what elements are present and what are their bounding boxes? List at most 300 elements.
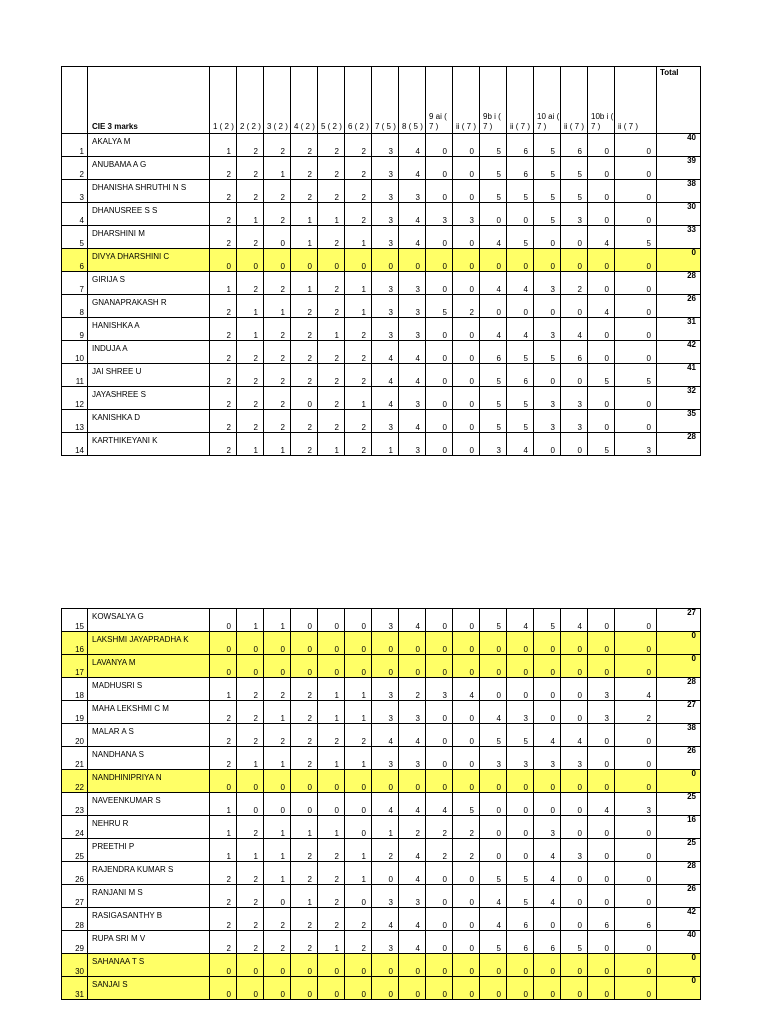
table-row xyxy=(62,885,701,908)
mark-cell: 1 xyxy=(318,318,345,341)
mark-cell: 0 xyxy=(588,249,615,272)
table-row xyxy=(62,862,701,885)
mark-cell: 0 xyxy=(588,410,615,433)
mark-cell: 0 xyxy=(534,364,561,387)
mark-cell: 4 xyxy=(507,609,534,632)
mark-cell: 2 xyxy=(291,410,318,433)
mark-cell: 2 xyxy=(291,862,318,885)
mark-cell: 0 xyxy=(615,724,657,747)
mark-cell: 2 xyxy=(210,318,237,341)
mark-cell: 3 xyxy=(372,295,399,318)
student-name-cell xyxy=(88,410,210,433)
mark-cell: 5 xyxy=(507,180,534,203)
row-number: 2 xyxy=(62,157,88,180)
student-name-cell xyxy=(88,341,210,364)
mark-cell: 3 xyxy=(426,203,453,226)
row-number: 27 xyxy=(62,885,88,908)
mark-cell: 3 xyxy=(480,433,507,456)
mark-cell: 0 xyxy=(561,977,588,1000)
mark-cell: 0 xyxy=(615,410,657,433)
mark-cell: 4 xyxy=(399,931,426,954)
mark-cell: 0 xyxy=(264,249,291,272)
student-name: LAKSHMI JAYAPRADHA K xyxy=(92,634,189,644)
mark-cell: 3 xyxy=(372,410,399,433)
mark-cell: 2 xyxy=(561,272,588,295)
student-name: AKALYA M xyxy=(92,136,131,146)
total-value: 27 xyxy=(687,608,696,617)
student-name-cell xyxy=(88,862,210,885)
header-total: Total xyxy=(657,67,701,134)
mark-cell: 0 xyxy=(588,318,615,341)
mark-cell: 2 xyxy=(210,862,237,885)
row-number: 25 xyxy=(62,839,88,862)
mark-cell: 0 xyxy=(615,272,657,295)
total-cell xyxy=(657,180,701,203)
student-name: LAVANYA M xyxy=(92,657,136,667)
mark-cell: 2 xyxy=(318,157,345,180)
table-row xyxy=(62,678,701,701)
header-col: 1 ( 2 ) xyxy=(210,67,237,134)
total-cell xyxy=(657,341,701,364)
mark-cell: 0 xyxy=(426,632,453,655)
row-number: 16 xyxy=(62,632,88,655)
header-col: 4 ( 2 ) xyxy=(291,67,318,134)
mark-cell: 2 xyxy=(210,180,237,203)
marks-table-body xyxy=(62,67,701,456)
student-name-cell xyxy=(88,954,210,977)
student-name: NANDHANA S xyxy=(92,749,145,759)
student-name-cell xyxy=(88,318,210,341)
mark-cell: 3 xyxy=(399,295,426,318)
mark-cell: 1 xyxy=(264,609,291,632)
mark-cell: 0 xyxy=(372,977,399,1000)
row-number: 24 xyxy=(62,816,88,839)
total-value: 0 xyxy=(691,769,696,778)
row-number: 4 xyxy=(62,203,88,226)
row-number: 15 xyxy=(62,609,88,632)
table-row xyxy=(62,839,701,862)
mark-cell: 3 xyxy=(372,180,399,203)
mark-cell: 0 xyxy=(291,249,318,272)
mark-cell: 2 xyxy=(210,410,237,433)
mark-cell: 0 xyxy=(588,180,615,203)
total-value: 40 xyxy=(687,133,696,142)
mark-cell: 3 xyxy=(372,203,399,226)
mark-cell: 3 xyxy=(399,747,426,770)
mark-cell: 1 xyxy=(318,747,345,770)
row-number: 17 xyxy=(62,655,88,678)
total-cell xyxy=(657,954,701,977)
mark-cell: 0 xyxy=(318,249,345,272)
mark-cell: 5 xyxy=(480,609,507,632)
marks-table-part-2 xyxy=(61,608,701,1000)
total-cell xyxy=(657,747,701,770)
mark-cell: 2 xyxy=(345,157,372,180)
student-name-cell xyxy=(88,816,210,839)
total-value: 30 xyxy=(687,202,696,211)
mark-cell: 1 xyxy=(291,272,318,295)
total-value: 42 xyxy=(687,907,696,916)
row-number: 8 xyxy=(62,295,88,318)
mark-cell: 3 xyxy=(534,318,561,341)
mark-cell: 0 xyxy=(453,632,480,655)
mark-cell: 4 xyxy=(588,295,615,318)
mark-cell: 4 xyxy=(480,272,507,295)
student-name-cell xyxy=(88,249,210,272)
mark-cell: 2 xyxy=(237,678,264,701)
total-cell xyxy=(657,793,701,816)
student-name-cell xyxy=(88,609,210,632)
mark-cell: 0 xyxy=(615,862,657,885)
mark-cell: 1 xyxy=(345,387,372,410)
student-name: ANUBAMA A G xyxy=(92,159,147,169)
mark-cell: 0 xyxy=(534,632,561,655)
mark-cell: 5 xyxy=(480,180,507,203)
mark-cell: 0 xyxy=(210,249,237,272)
mark-cell: 2 xyxy=(291,747,318,770)
mark-cell: 0 xyxy=(534,678,561,701)
total-cell xyxy=(657,839,701,862)
student-name-cell xyxy=(88,908,210,931)
mark-cell: 0 xyxy=(264,885,291,908)
mark-cell: 5 xyxy=(507,724,534,747)
mark-cell: 1 xyxy=(345,747,372,770)
mark-cell: 3 xyxy=(507,747,534,770)
mark-cell: 2 xyxy=(237,885,264,908)
mark-cell: 0 xyxy=(210,770,237,793)
table-row xyxy=(62,180,701,203)
mark-cell: 0 xyxy=(426,908,453,931)
total-cell xyxy=(657,724,701,747)
mark-cell: 0 xyxy=(453,387,480,410)
mark-cell: 2 xyxy=(426,816,453,839)
mark-cell: 0 xyxy=(453,341,480,364)
table-row xyxy=(62,701,701,724)
total-value: 0 xyxy=(691,631,696,640)
mark-cell: 1 xyxy=(345,862,372,885)
mark-cell: 3 xyxy=(561,203,588,226)
mark-cell: 0 xyxy=(318,632,345,655)
mark-cell: 5 xyxy=(507,387,534,410)
mark-cell: 0 xyxy=(615,632,657,655)
mark-cell: 2 xyxy=(210,203,237,226)
mark-cell: 3 xyxy=(399,387,426,410)
header-col: 5 ( 2 ) xyxy=(318,67,345,134)
mark-cell: 0 xyxy=(291,632,318,655)
student-name: INDUJA A xyxy=(92,343,128,353)
table-row-highlighted xyxy=(62,632,701,655)
student-name: JAI SHREE U xyxy=(92,366,142,376)
mark-cell: 4 xyxy=(372,793,399,816)
mark-cell: 0 xyxy=(615,157,657,180)
mark-cell: 0 xyxy=(345,816,372,839)
mark-cell: 0 xyxy=(588,770,615,793)
mark-cell: 0 xyxy=(453,157,480,180)
total-cell xyxy=(657,226,701,249)
mark-cell: 0 xyxy=(399,249,426,272)
student-name: KOWSALYA G xyxy=(92,611,144,621)
mark-cell: 0 xyxy=(345,770,372,793)
mark-cell: 2 xyxy=(345,318,372,341)
mark-cell: 5 xyxy=(507,341,534,364)
mark-cell: 1 xyxy=(264,839,291,862)
mark-cell: 0 xyxy=(615,747,657,770)
total-value: 32 xyxy=(687,386,696,395)
mark-cell: 1 xyxy=(318,203,345,226)
mark-cell: 2 xyxy=(264,203,291,226)
mark-cell: 0 xyxy=(453,433,480,456)
table-row xyxy=(62,410,701,433)
mark-cell: 1 xyxy=(372,433,399,456)
mark-cell: 0 xyxy=(507,816,534,839)
mark-cell: 2 xyxy=(291,295,318,318)
mark-cell: 0 xyxy=(210,954,237,977)
student-name-cell xyxy=(88,931,210,954)
mark-cell: 5 xyxy=(426,295,453,318)
mark-cell: 3 xyxy=(399,318,426,341)
student-name: MADHUSRI S xyxy=(92,680,143,690)
mark-cell: 2 xyxy=(291,318,318,341)
mark-cell: 0 xyxy=(534,655,561,678)
row-number: 1 xyxy=(62,134,88,157)
mark-cell: 4 xyxy=(480,318,507,341)
mark-cell: 0 xyxy=(453,701,480,724)
mark-cell: 3 xyxy=(372,157,399,180)
header-col: 3 ( 2 ) xyxy=(264,67,291,134)
mark-cell: 4 xyxy=(507,318,534,341)
mark-cell: 1 xyxy=(291,816,318,839)
mark-cell: 6 xyxy=(480,341,507,364)
student-name: GNANAPRAKASH R xyxy=(92,297,167,307)
student-name: NAVEENKUMAR S xyxy=(92,795,161,805)
mark-cell: 1 xyxy=(237,203,264,226)
mark-cell: 1 xyxy=(291,885,318,908)
mark-cell: 0 xyxy=(426,433,453,456)
total-value: 26 xyxy=(687,294,696,303)
mark-cell: 2 xyxy=(318,295,345,318)
header-col: 2 ( 2 ) xyxy=(237,67,264,134)
mark-cell: 5 xyxy=(480,862,507,885)
mark-cell: 4 xyxy=(480,908,507,931)
mark-cell: 1 xyxy=(318,816,345,839)
mark-cell: 2 xyxy=(318,180,345,203)
mark-cell: 6 xyxy=(507,908,534,931)
mark-cell: 2 xyxy=(345,410,372,433)
mark-cell: 3 xyxy=(453,203,480,226)
mark-cell: 0 xyxy=(588,977,615,1000)
student-name: KARTHIKEYANI K xyxy=(92,435,158,445)
mark-cell: 1 xyxy=(345,272,372,295)
header-col: 10 ai ( 7 ) xyxy=(534,67,561,134)
mark-cell: 2 xyxy=(237,908,264,931)
total-cell xyxy=(657,816,701,839)
mark-cell: 0 xyxy=(534,433,561,456)
mark-cell: 0 xyxy=(264,977,291,1000)
mark-cell: 0 xyxy=(561,249,588,272)
mark-cell: 3 xyxy=(561,839,588,862)
mark-cell: 0 xyxy=(507,678,534,701)
student-name-cell xyxy=(88,770,210,793)
mark-cell: 0 xyxy=(615,249,657,272)
mark-cell: 1 xyxy=(264,433,291,456)
mark-cell: 0 xyxy=(534,770,561,793)
mark-cell: 2 xyxy=(237,364,264,387)
row-number: 30 xyxy=(62,954,88,977)
mark-cell: 0 xyxy=(615,977,657,1000)
mark-cell: 1 xyxy=(345,678,372,701)
mark-cell: 0 xyxy=(372,954,399,977)
mark-cell: 1 xyxy=(264,295,291,318)
mark-cell: 0 xyxy=(291,609,318,632)
mark-cell: 0 xyxy=(237,977,264,1000)
total-cell xyxy=(657,770,701,793)
mark-cell: 2 xyxy=(291,908,318,931)
student-name-cell xyxy=(88,632,210,655)
total-value: 40 xyxy=(687,930,696,939)
mark-cell: 0 xyxy=(210,977,237,1000)
mark-cell: 2 xyxy=(318,272,345,295)
mark-cell: 2 xyxy=(345,341,372,364)
total-cell xyxy=(657,977,701,1000)
header-index-cell xyxy=(62,67,88,134)
student-name-cell xyxy=(88,226,210,249)
student-name: MAHA LEKSHMI C M xyxy=(92,703,169,713)
mark-cell: 2 xyxy=(318,885,345,908)
mark-cell: 4 xyxy=(480,226,507,249)
total-cell xyxy=(657,249,701,272)
mark-cell: 3 xyxy=(426,678,453,701)
mark-cell: 2 xyxy=(318,862,345,885)
mark-cell: 0 xyxy=(588,816,615,839)
mark-cell: 2 xyxy=(237,701,264,724)
mark-cell: 3 xyxy=(588,678,615,701)
mark-cell: 2 xyxy=(291,678,318,701)
student-name-cell xyxy=(88,655,210,678)
total-cell xyxy=(657,655,701,678)
student-name-cell xyxy=(88,839,210,862)
mark-cell: 0 xyxy=(507,632,534,655)
student-name-cell xyxy=(88,387,210,410)
mark-cell: 3 xyxy=(372,885,399,908)
total-value: 28 xyxy=(687,677,696,686)
mark-cell: 4 xyxy=(480,701,507,724)
row-number: 12 xyxy=(62,387,88,410)
mark-cell: 0 xyxy=(480,632,507,655)
mark-cell: 5 xyxy=(561,180,588,203)
student-name: MALAR A S xyxy=(92,726,134,736)
mark-cell: 1 xyxy=(264,862,291,885)
mark-cell: 2 xyxy=(210,931,237,954)
mark-cell: 0 xyxy=(453,954,480,977)
mark-cell: 1 xyxy=(318,433,345,456)
mark-cell: 5 xyxy=(615,226,657,249)
mark-cell: 5 xyxy=(480,724,507,747)
mark-cell: 0 xyxy=(372,770,399,793)
mark-cell: 0 xyxy=(534,295,561,318)
row-number: 11 xyxy=(62,364,88,387)
mark-cell: 5 xyxy=(534,609,561,632)
mark-cell: 1 xyxy=(264,816,291,839)
mark-cell: 0 xyxy=(291,655,318,678)
student-name: DHANISHA SHRUTHI N S xyxy=(92,182,187,192)
mark-cell: 2 xyxy=(291,701,318,724)
mark-cell: 0 xyxy=(318,954,345,977)
row-number: 20 xyxy=(62,724,88,747)
header-label: CIE 3 marks xyxy=(88,67,210,134)
mark-cell: 2 xyxy=(318,724,345,747)
table-row xyxy=(62,272,701,295)
student-name: SANJAI S xyxy=(92,979,128,989)
marks-table-part-1 xyxy=(61,66,701,456)
table-row-highlighted xyxy=(62,977,701,1000)
row-number: 26 xyxy=(62,862,88,885)
mark-cell: 1 xyxy=(264,701,291,724)
mark-cell: 0 xyxy=(453,180,480,203)
mark-cell: 0 xyxy=(507,655,534,678)
mark-cell: 0 xyxy=(264,770,291,793)
mark-cell: 2 xyxy=(210,226,237,249)
mark-cell: 0 xyxy=(615,203,657,226)
mark-cell: 6 xyxy=(534,931,561,954)
student-name-cell xyxy=(88,885,210,908)
mark-cell: 5 xyxy=(507,410,534,433)
table-row xyxy=(62,295,701,318)
mark-cell: 2 xyxy=(210,157,237,180)
mark-cell: 3 xyxy=(615,793,657,816)
mark-cell: 1 xyxy=(237,839,264,862)
header-col: 9 ai ( 7 ) xyxy=(426,67,453,134)
row-number: 5 xyxy=(62,226,88,249)
mark-cell: 0 xyxy=(237,249,264,272)
mark-cell: 2 xyxy=(210,341,237,364)
mark-cell: 5 xyxy=(534,157,561,180)
mark-cell: 2 xyxy=(210,364,237,387)
mark-cell: 0 xyxy=(561,954,588,977)
mark-cell: 0 xyxy=(453,885,480,908)
mark-cell: 1 xyxy=(210,678,237,701)
header-col: 10b i ( 7 ) xyxy=(588,67,615,134)
mark-cell: 2 xyxy=(291,134,318,157)
mark-cell: 2 xyxy=(264,410,291,433)
mark-cell: 1 xyxy=(345,701,372,724)
mark-cell: 0 xyxy=(426,180,453,203)
mark-cell: 0 xyxy=(426,226,453,249)
mark-cell: 0 xyxy=(453,770,480,793)
total-cell xyxy=(657,885,701,908)
mark-cell: 0 xyxy=(291,977,318,1000)
mark-cell: 2 xyxy=(345,931,372,954)
student-name-cell xyxy=(88,701,210,724)
mark-cell: 2 xyxy=(453,839,480,862)
mark-cell: 2 xyxy=(453,295,480,318)
mark-cell: 3 xyxy=(615,433,657,456)
mark-cell: 0 xyxy=(453,908,480,931)
mark-cell: 2 xyxy=(210,433,237,456)
mark-cell: 0 xyxy=(561,295,588,318)
header-col: ii ( 7 ) xyxy=(507,67,534,134)
mark-cell: 0 xyxy=(453,977,480,1000)
mark-cell: 0 xyxy=(588,839,615,862)
mark-cell: 2 xyxy=(264,318,291,341)
mark-cell: 0 xyxy=(561,816,588,839)
total-value: 42 xyxy=(687,340,696,349)
total-value: 28 xyxy=(687,271,696,280)
mark-cell: 4 xyxy=(399,364,426,387)
mark-cell: 1 xyxy=(345,839,372,862)
table-row xyxy=(62,341,701,364)
student-name: DHANUSREE S S xyxy=(92,205,158,215)
mark-cell: 0 xyxy=(426,249,453,272)
